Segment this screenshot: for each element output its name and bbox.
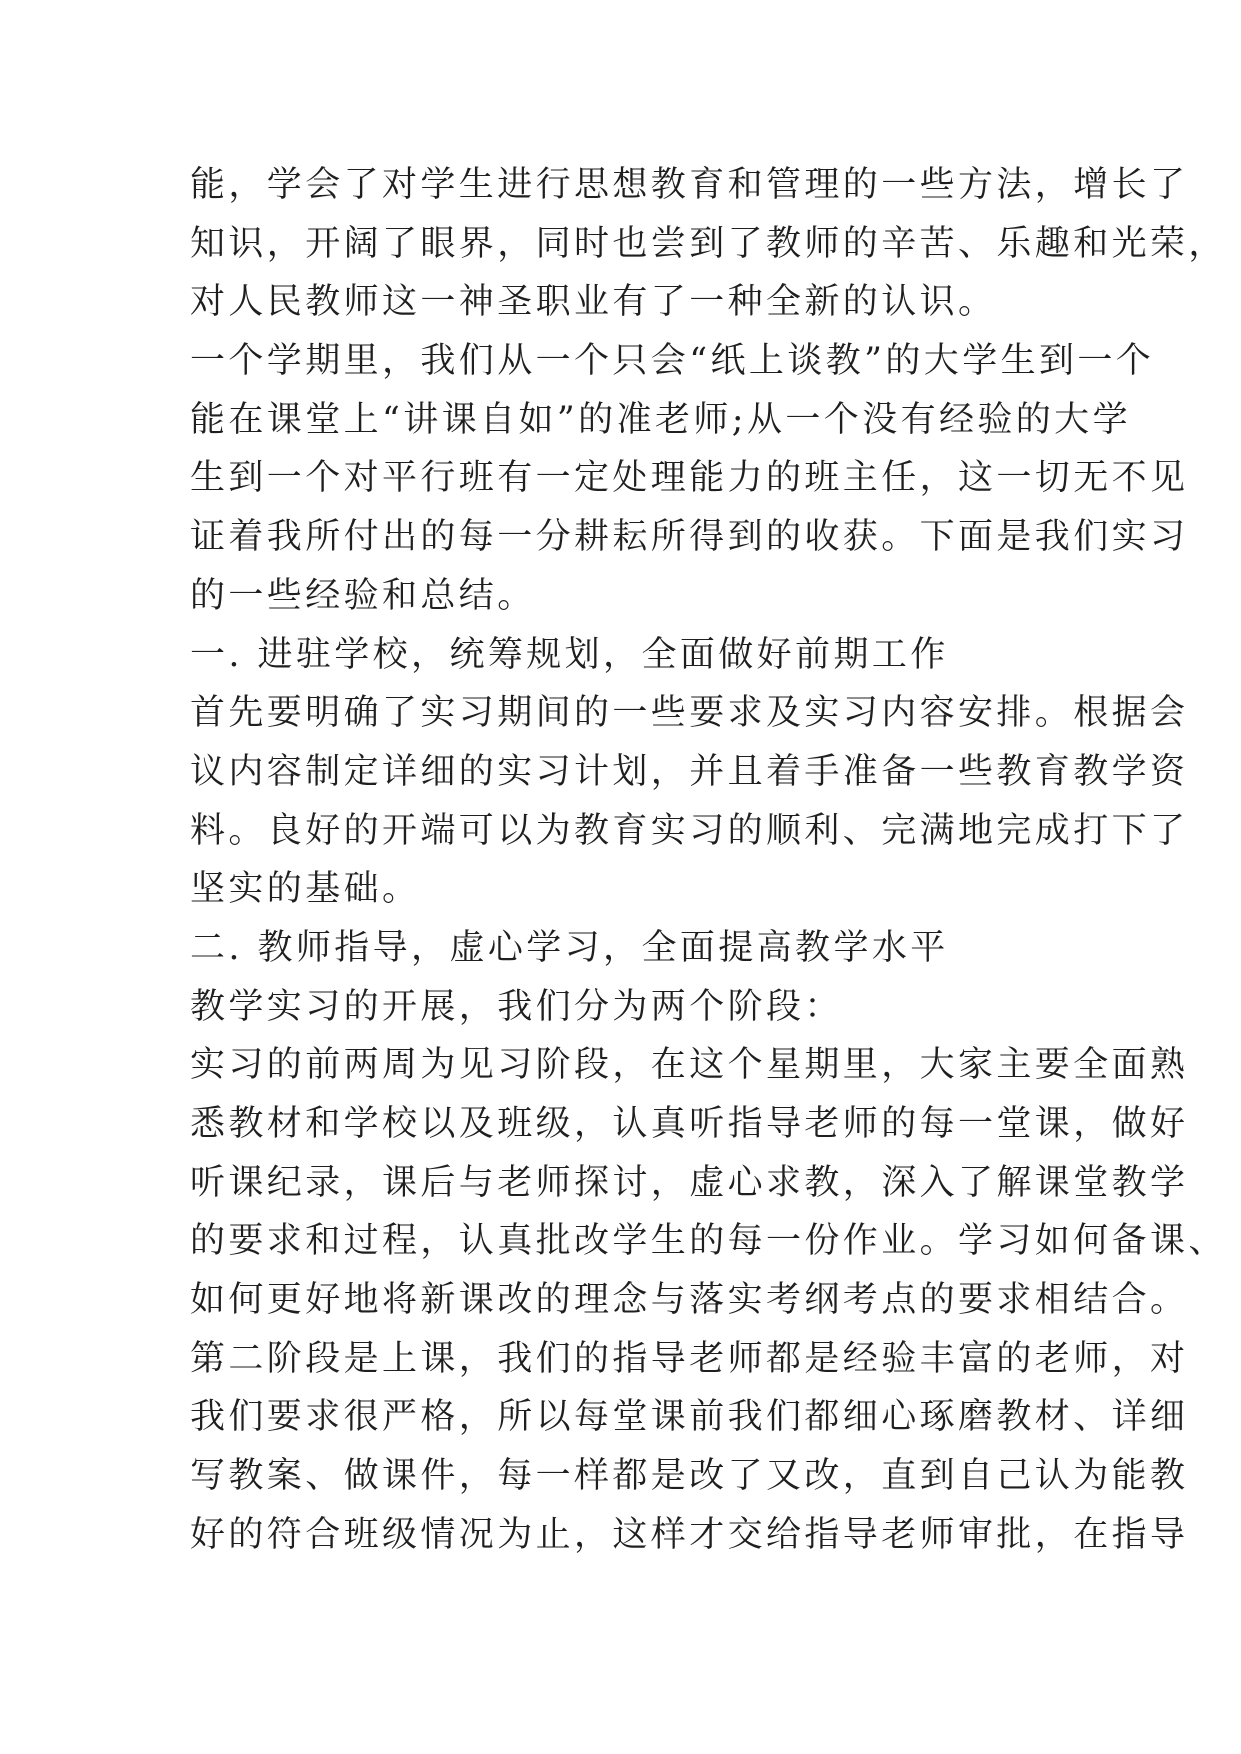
- text-line: 能，学会了对学生进行思想教育和管理的一些方法，增长了: [190, 165, 1189, 205]
- text-line: 教学实习的开展，我们分为两个阶段：: [190, 986, 843, 1027]
- section-heading: 一. 进驻学校，统筹规划，全面做好前期工作: [190, 634, 949, 675]
- text-line: 悉教材和学校以及班级，认真听指导老师的每一堂课，做好: [190, 1104, 1189, 1144]
- text-line: 如何更好地将新课改的理念与落实考纲考点的要求相结合。: [190, 1280, 1189, 1321]
- text-line: 能在课堂上“讲课自如”的准老师;从一个没有经验的大学: [190, 399, 1131, 440]
- text-line: 第二阶段是上课，我们的指导老师都是经验丰富的老师，对: [190, 1338, 1189, 1379]
- body-text: [190, 156, 1227, 1565]
- text-line: 写教案、做课件，每一样都是改了又改，直到自己认为能教: [190, 1456, 1189, 1497]
- text-line: 实习的前两周为见习阶段，在这个星期里，大家主要全面熟: [190, 1045, 1189, 1086]
- text-line: 议内容制定详细的实习计划，并且着手准备一些教育教学资: [190, 751, 1189, 792]
- text-line: 好的符合班级情况为止，这样才交给指导老师审批，在指导: [190, 1514, 1189, 1555]
- text-line: 坚实的基础。: [190, 869, 421, 910]
- text-line: 证着我所付出的每一分耕耘所得到的收获。下面是我们实习: [190, 517, 1189, 558]
- section-heading: 二. 教师指导，虚心学习，全面提高教学水平: [190, 927, 949, 968]
- text-line: 对人民教师这一神圣职业有了一种全新的认识。: [190, 282, 997, 323]
- text-line: 听课纪录，课后与老师探讨，虚心求教，深入了解课堂教学: [190, 1162, 1189, 1203]
- text-line: 首先要明确了实习期间的一些要求及实习内容安排。根据会: [190, 693, 1189, 734]
- text-line: 一个学期里，我们从一个只会“纸上谈教”的大学生到一个: [190, 341, 1155, 382]
- text-line: 料。良好的开端可以为教育实习的顺利、完满地完成打下了: [190, 810, 1189, 851]
- text-line: 的一些经验和总结。: [190, 575, 536, 616]
- text-line: 我们要求很严格，所以每堂课前我们都细心琢磨教材、详细: [190, 1397, 1189, 1438]
- text-line: 生到一个对平行班有一定处理能力的班主任，这一切无不见: [190, 458, 1189, 499]
- text-line: 知识，开阔了眼界，同时也尝到了教师的辛苦、乐趣和光荣，: [190, 223, 1227, 264]
- text-line: 的要求和过程，认真批改学生的每一份作业。学习如何备课、: [190, 1221, 1227, 1262]
